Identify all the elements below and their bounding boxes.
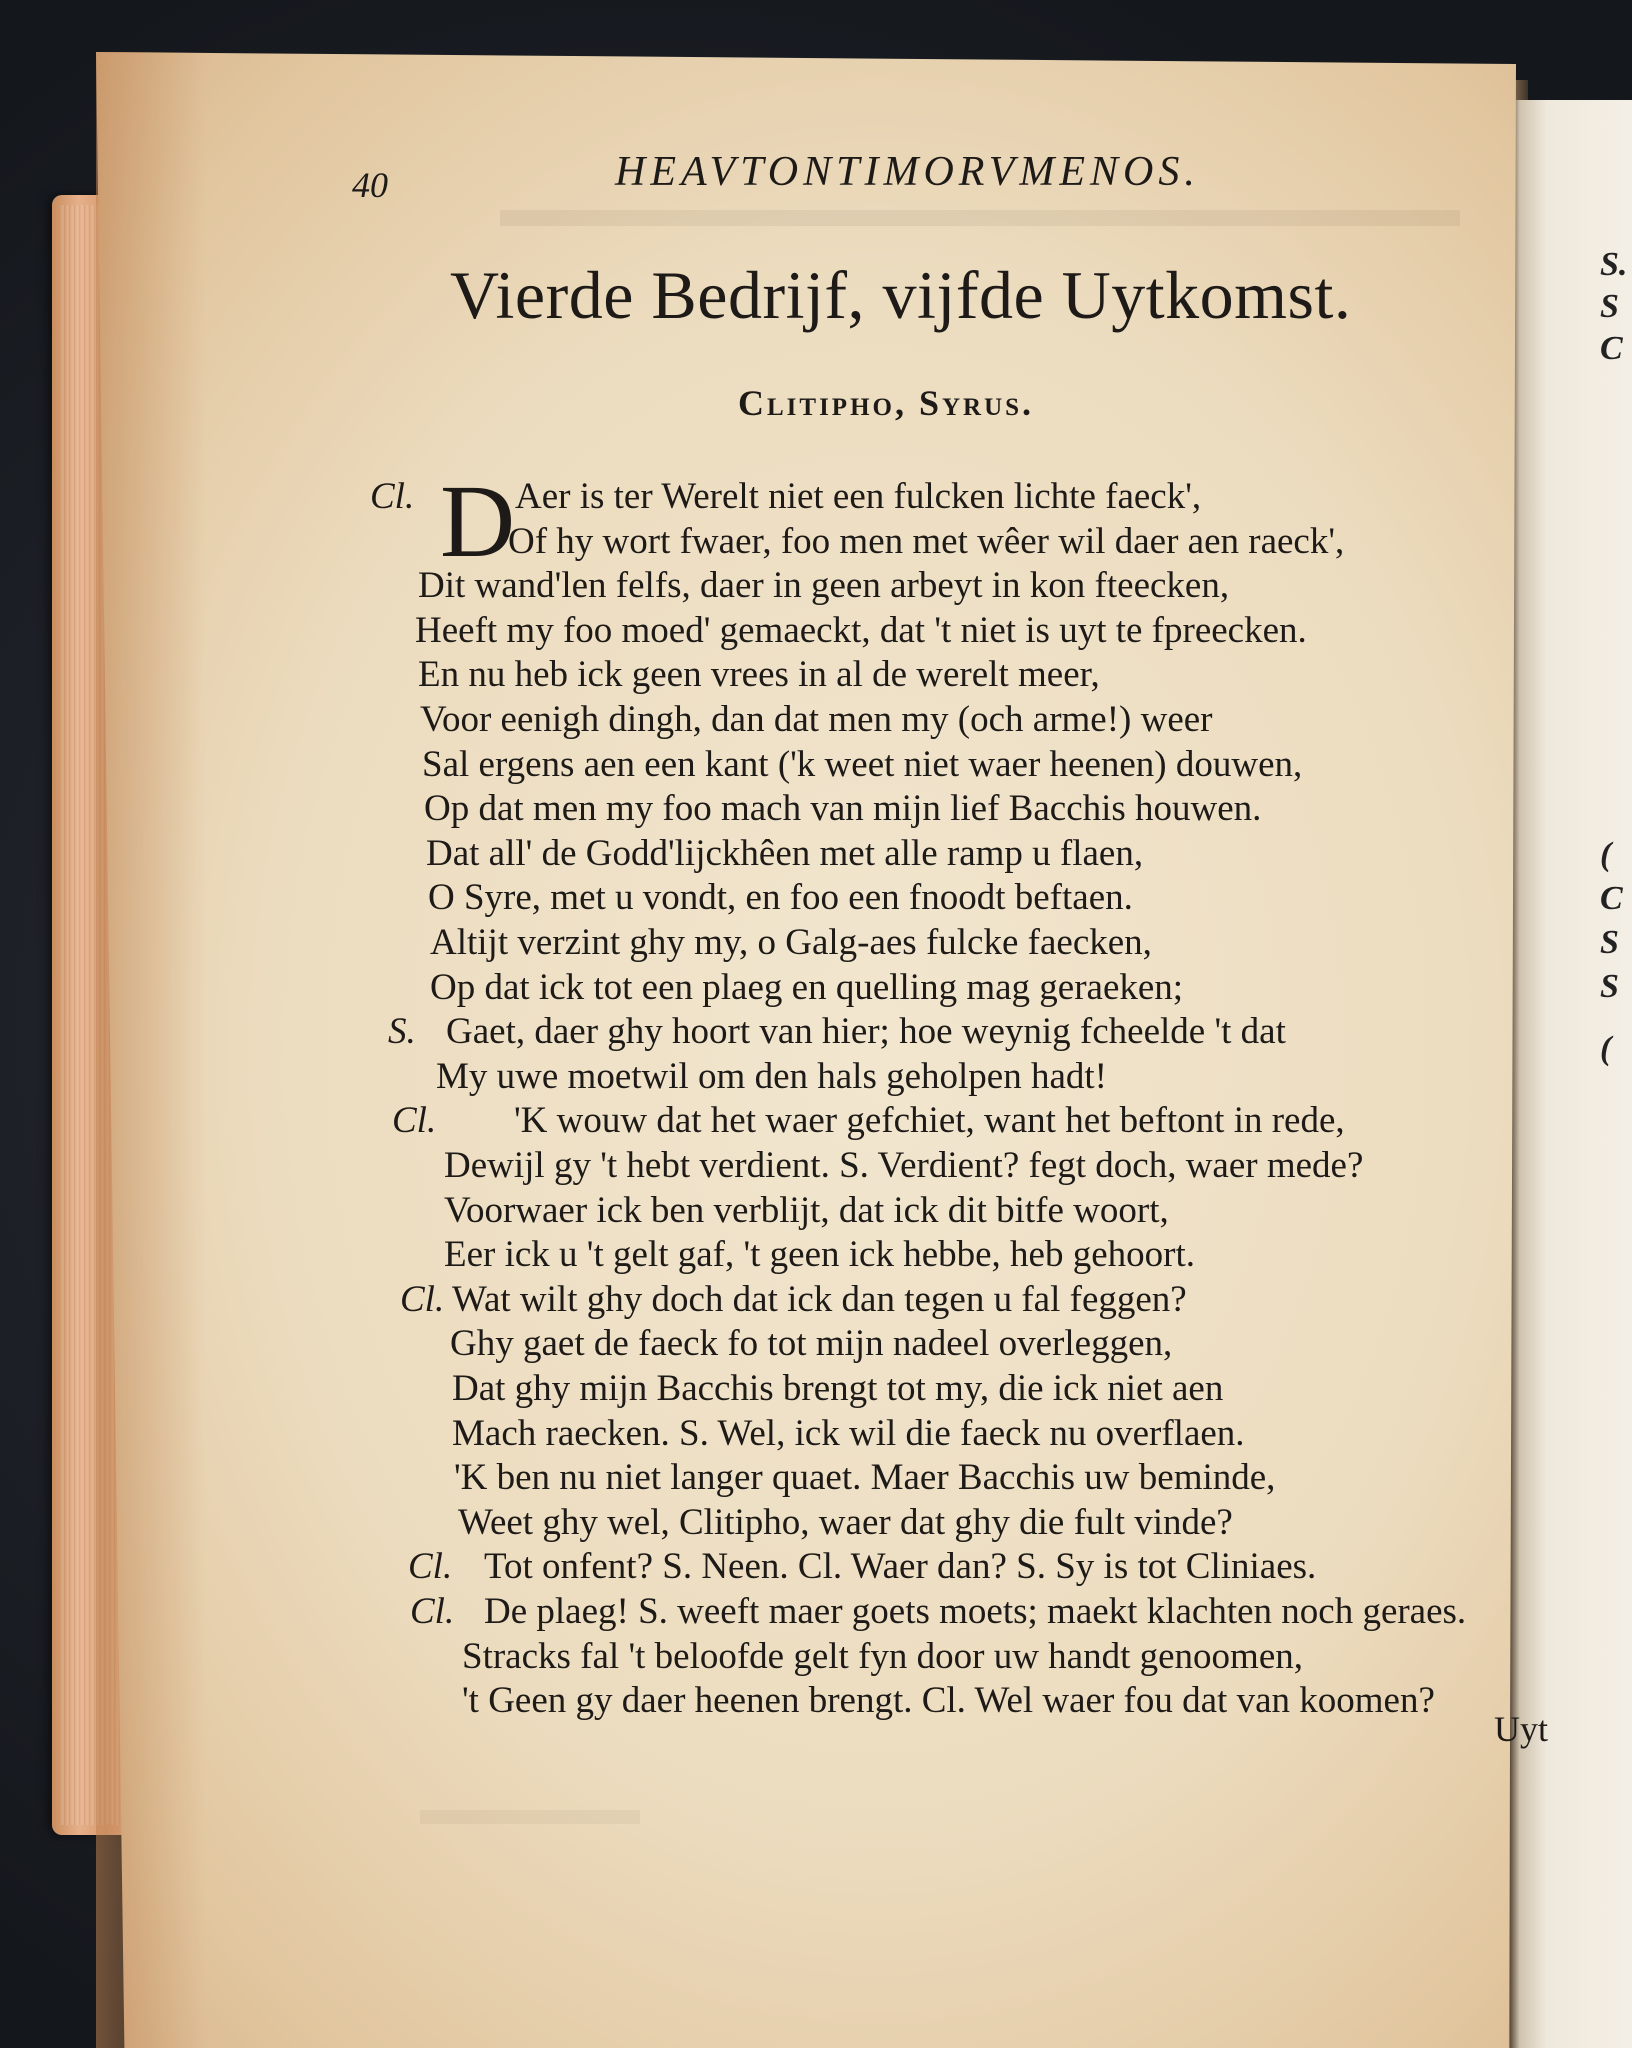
speaker-label: Cl. — [392, 1100, 437, 1142]
speaker-label: Cl. — [410, 1591, 455, 1632]
verse-line: Aer is ter Werelt niet een fulcken lichte faeck', — [515, 476, 1202, 517]
page-stain — [96, 52, 206, 2048]
verse-line: 'K ben nu niet langer quaet. Maer Bacchis uw beminde, — [454, 1457, 1276, 1499]
verse-line: O Syre, met u vondt, en foo een fnoodt beftaen. — [428, 877, 1133, 919]
verse-line: Tot onfent? S. Neen. Cl. Waer dan? S. Sy is tot Cliniaes. — [484, 1546, 1317, 1588]
verse-line: Voor eenigh dingh, dan dat men my (och arme!) weer — [420, 699, 1213, 740]
scene-speakers: Clitipho, Syrus. — [738, 383, 1035, 423]
verse-line: Dat ghy mijn Bacchis brengt tot my, die ick niet aen — [452, 1368, 1224, 1409]
catchword: Uyt — [1494, 1709, 1548, 1749]
verse-line: Sal ergens aen een kant ('k weet niet waer heenen) douwen, — [422, 743, 1303, 785]
verse-line: Op dat ick tot een plaeg en quelling mag geraeken; — [430, 966, 1184, 1008]
verse-line: Ghy gaet de faeck fo tot mijn nadeel overleggen, — [450, 1323, 1173, 1365]
verse-line: Altijt verzint ghy my, o Galg-aes fulcke faecken, — [430, 922, 1152, 963]
verse-line: 't Geen gy daer heenen brengt. Cl. Wel waer fou dat van koomen? — [462, 1680, 1435, 1722]
speaker-label: S. — [388, 1011, 416, 1053]
facing-page — [1510, 100, 1632, 2048]
page-title: Vierde Bedrijf, vijfde Uytkomst. — [450, 257, 1352, 333]
facing-page-fragment: S — [1600, 288, 1619, 325]
speaker-label: Cl. — [408, 1546, 453, 1588]
verse-line: Dewijl gy 't hebt verdient. S. Verdient? fegt doch, waer mede? — [444, 1145, 1364, 1186]
drop-cap: D — [440, 464, 516, 579]
verse-line: Op dat men my foo mach van mijn lief Bacchis houwen. — [424, 788, 1262, 830]
verse-line: Of hy wort fwaer, foo men met wêer wil daer aen raeck', — [508, 520, 1345, 562]
verse-line: Wat wilt ghy doch dat ick dan tegen u fal feggen? — [452, 1278, 1187, 1320]
page-number: 40 — [352, 165, 388, 205]
facing-page-fragment: ( — [1600, 1030, 1612, 1067]
verse-line: Voorwaer ick ben verblijt, dat ick dit bitfe woort, — [444, 1189, 1169, 1231]
running-head: HEAVTONTIMORVMENOS. — [615, 149, 1200, 195]
facing-page-fragment: C — [1600, 330, 1623, 367]
facing-page-fragment: C — [1600, 880, 1623, 917]
verse-line: 'K wouw dat het waer gefchiet, want het beftont in rede, — [514, 1100, 1345, 1142]
verse-line: Stracks fal 't beloofde gelt fyn door uw handt genoomen, — [462, 1635, 1304, 1677]
verse-line: Heeft my foo moed' gemaeckt, dat 't niet is uyt te fpreecken. — [415, 609, 1307, 651]
show-through — [500, 210, 1460, 226]
verse-line: Dat all' de Godd'lijckhêen met alle ramp u flaen, — [426, 832, 1144, 874]
verse-line: De plaeg! S. weeft maer goets moets; maekt klachten noch geraes. — [484, 1591, 1467, 1632]
verse-line: En nu heb ick geen vrees in al de werelt meer, — [418, 654, 1100, 696]
speaker-label: Cl. — [400, 1278, 445, 1320]
facing-page-fragment: S — [1600, 968, 1619, 1005]
verse-line: Gaet, daer ghy hoort van hier; hoe weynig fcheelde 't dat — [446, 1011, 1286, 1053]
facing-page-fragment: S — [1600, 924, 1619, 961]
verse-line: Mach raecken. S. Wel, ick wil die faeck nu overflaen. — [452, 1412, 1245, 1454]
speaker-label: Cl. — [370, 476, 415, 517]
verse-line: Dit wand'len felfs, daer in geen arbeyt in kon fteecken, — [418, 565, 1230, 607]
verse-line: Weet ghy wel, Clitipho, waer dat ghy die fult vinde? — [458, 1501, 1233, 1543]
show-through — [420, 1810, 640, 1824]
verse-line: Eer ick u 't gelt gaf, 't geen ick hebbe, heb gehoort. — [444, 1234, 1196, 1276]
facing-page-fragment: ( — [1600, 836, 1612, 873]
facing-page-fragment: S. — [1600, 246, 1628, 283]
verse-line: My uwe moetwil om den hals geholpen hadt! — [436, 1055, 1108, 1097]
